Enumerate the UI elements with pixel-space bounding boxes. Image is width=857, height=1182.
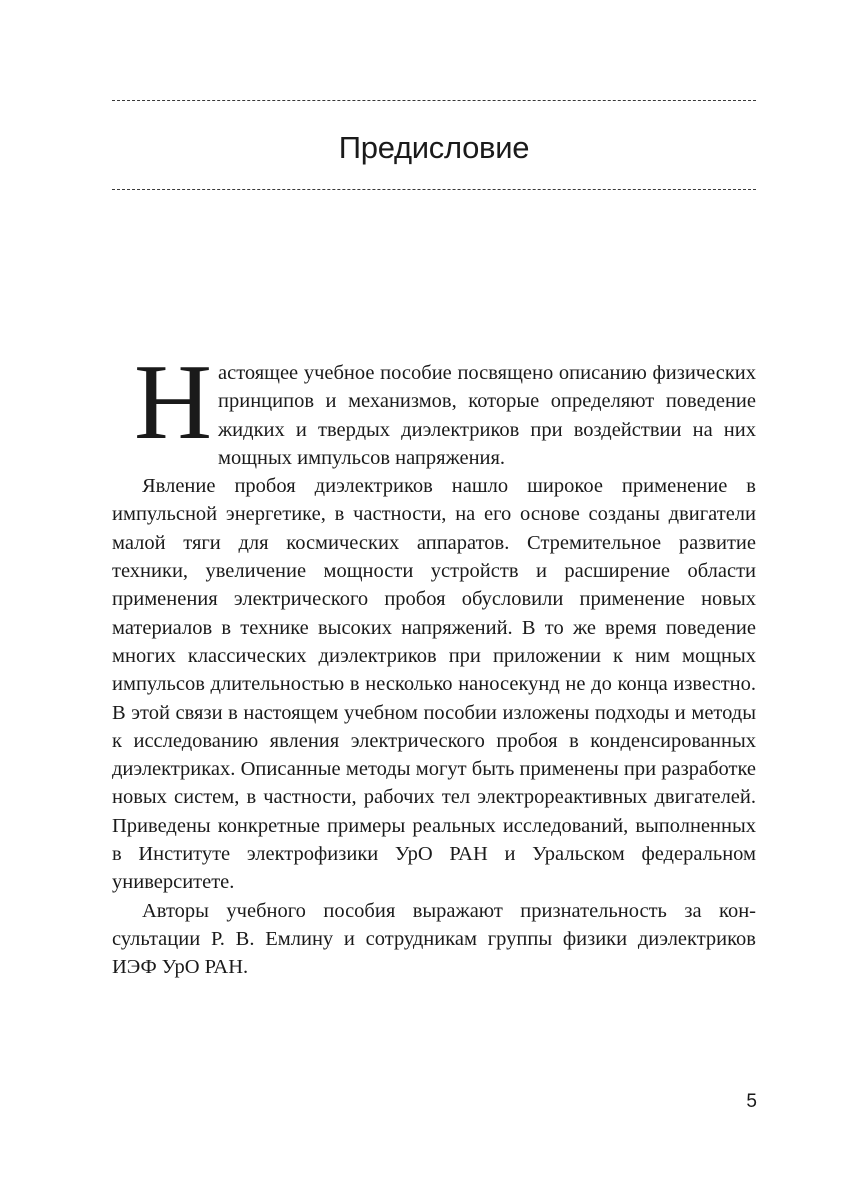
paragraph-intro — [112, 343, 756, 472]
paragraph-breakdown: Явление пробоя диэлектриков нашло широкое применение в импульсной энергетике, в частности, на его основе созданы двигатели малой тяги для космических аппаратов. Стремительное развитие техники, увеличение мощности устройств и расширение области применения электрического пробоя обусловили применение новых материалов в технике высоких напряжений. В то же время поведение многих классических диэлектриков при приложении к ним мощных импульсов длительностью в несколько наносекунд не до конца известно. В этой связи в настоящем учебном пособии изложены подходы и методы к исследованию явления электрического пробоя в конденсированных диэлектриках. Описанные методы могут быть применены при разработке новых систем, в частности, рабочих тел электрореактивных двигателей. Приведены конкретные примеры реальных исследований, выполненных в Институте электрофизики УрО РАН и Уральском федеральном университете. — [112, 475, 756, 894]
paragraph-acknowledgements: Авторы учебного пособия выражают признательность за консультации Р. В. Емлину и сотрудникам группы физики диэлектриков ИЭФ УрО РАН. — [112, 899, 756, 979]
paragraph-intro-text: астоящее учебное пособие посвящено описанию физических принципов и механизмов, которые определяют поведение жидких и твердых диэлектриков при воздействии на них мощных импульсов напряжения. — [218, 362, 756, 469]
drop-cap: Н — [134, 343, 212, 462]
page-title: Предисловие — [338, 130, 530, 165]
header-divider-bottom — [112, 189, 756, 190]
header-divider-top — [112, 100, 756, 101]
page-number: 5 — [746, 1091, 757, 1112]
body-text — [112, 343, 756, 982]
